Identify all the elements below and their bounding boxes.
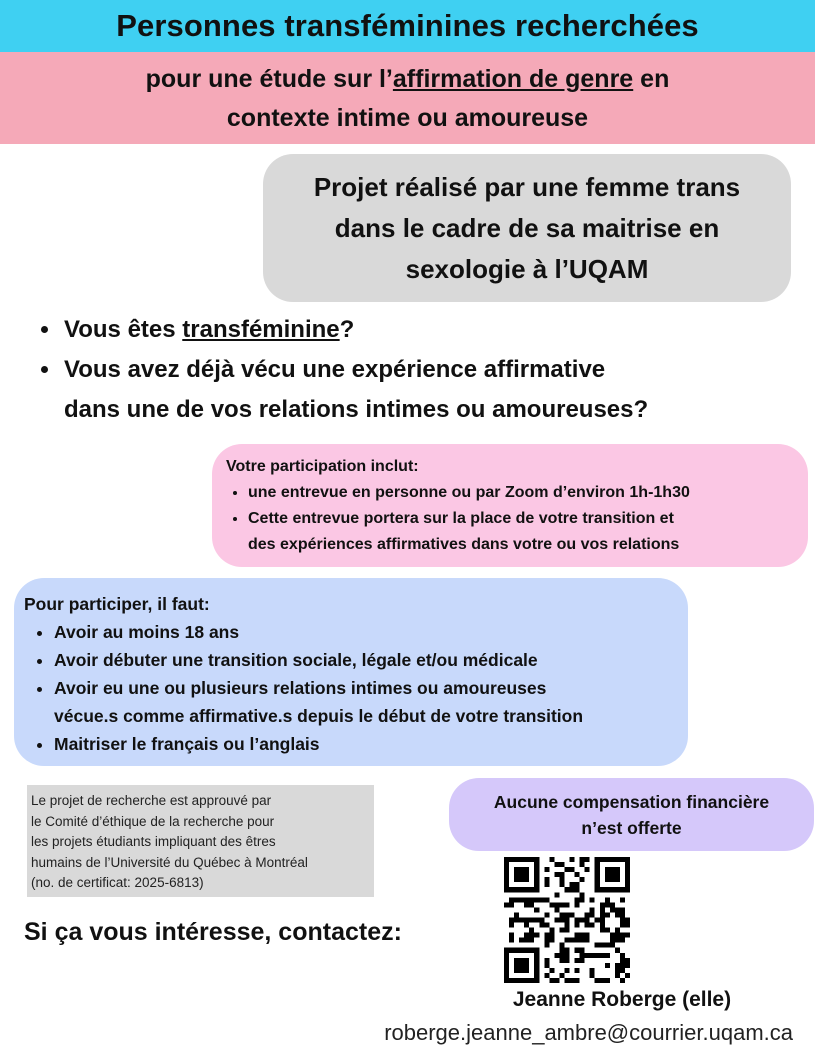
- participation-item2-line1: Cette entrevue portera sur la place de votre transition et: [248, 510, 674, 527]
- list-item: [54, 674, 688, 730]
- q2-line-2: dans une de vos relations intimes ou amoureuses?: [64, 396, 649, 423]
- contact-name: Jeanne Roberge (elle): [512, 988, 732, 1011]
- list-item: • une entrevue en personne ou par Zoom d’environ 1h-1h30: [248, 480, 808, 506]
- subtitle-pre: pour une étude sur l’: [145, 65, 393, 93]
- subtitle-underlined: affirmation de genre: [392, 65, 634, 93]
- question-item: [62, 350, 815, 430]
- list-item: • Avoir au moins 18 ans: [54, 618, 688, 646]
- compensation-box: [449, 778, 814, 851]
- ethics-line: le Comité d’éthique de la recherche pour: [31, 813, 275, 829]
- compensation-line-2: n’est offerte: [581, 818, 682, 838]
- subtitle-post: en: [633, 65, 670, 93]
- title-band: [0, 0, 815, 52]
- ethics-line: humains de l’Université du Québec à Montréal: [31, 854, 308, 870]
- q1-post: ?: [339, 316, 355, 343]
- subtitle-line-2: contexte intime ou amoureuse: [226, 104, 589, 132]
- list-item: [248, 506, 808, 558]
- ethics-line: les projets étudiants impliquant des êtres: [31, 834, 276, 849]
- question-list: [38, 310, 815, 430]
- participation-item2-line2: des expériences affirmatives dans votre ou vos relations: [248, 536, 680, 553]
- participation-heading: Votre participation inclut:: [226, 458, 419, 475]
- contact-email[interactable]: roberge.jeanne_ambre@courrier.uqam.ca: [384, 1020, 793, 1045]
- contact-name-row: [0, 988, 800, 1012]
- qr-code-icon[interactable]: [504, 857, 630, 983]
- q1-pre: Vous êtes: [64, 316, 183, 343]
- requirements-heading: Pour participer, il faut:: [24, 594, 210, 614]
- requirements-box: [14, 578, 688, 766]
- project-line: dans le cadre de sa maitrise en: [334, 213, 720, 243]
- q2-line-1: Vous avez déjà vécu une expérience affirmative: [64, 356, 606, 383]
- requirements-item3-line2: vécue.s comme affirmative.s depuis le début de votre transition: [54, 706, 584, 726]
- subtitle-line-1: [0, 60, 815, 99]
- question-item: [62, 310, 815, 350]
- participation-box: [212, 444, 808, 567]
- list-item: • Avoir débuter une transition sociale, légale et/ou médicale: [54, 646, 688, 674]
- ethics-note: [27, 785, 374, 897]
- participation-list: [226, 480, 808, 558]
- q1-underlined: transféminine: [182, 316, 340, 343]
- compensation-line-1: Aucune compensation financière: [493, 792, 770, 812]
- contact-prompt: Si ça vous intéresse, contactez:: [24, 918, 402, 946]
- requirements-list: [24, 618, 688, 758]
- requirements-item3-line1: Avoir eu une ou plusieurs relations intimes ou amoureuses: [54, 678, 547, 698]
- subtitle-band: [0, 52, 815, 144]
- project-line: sexologie à l’UQAM: [405, 254, 649, 284]
- project-line: Projet réalisé par une femme trans: [313, 172, 741, 202]
- project-box: [263, 154, 791, 302]
- page-title: Personnes transféminines recherchées: [116, 8, 699, 43]
- ethics-line: Le projet de recherche est approuvé par: [31, 793, 272, 808]
- ethics-line: (no. de certificat: 2025-6813): [31, 875, 204, 890]
- list-item: • Maitriser le français ou l’anglais: [54, 730, 688, 758]
